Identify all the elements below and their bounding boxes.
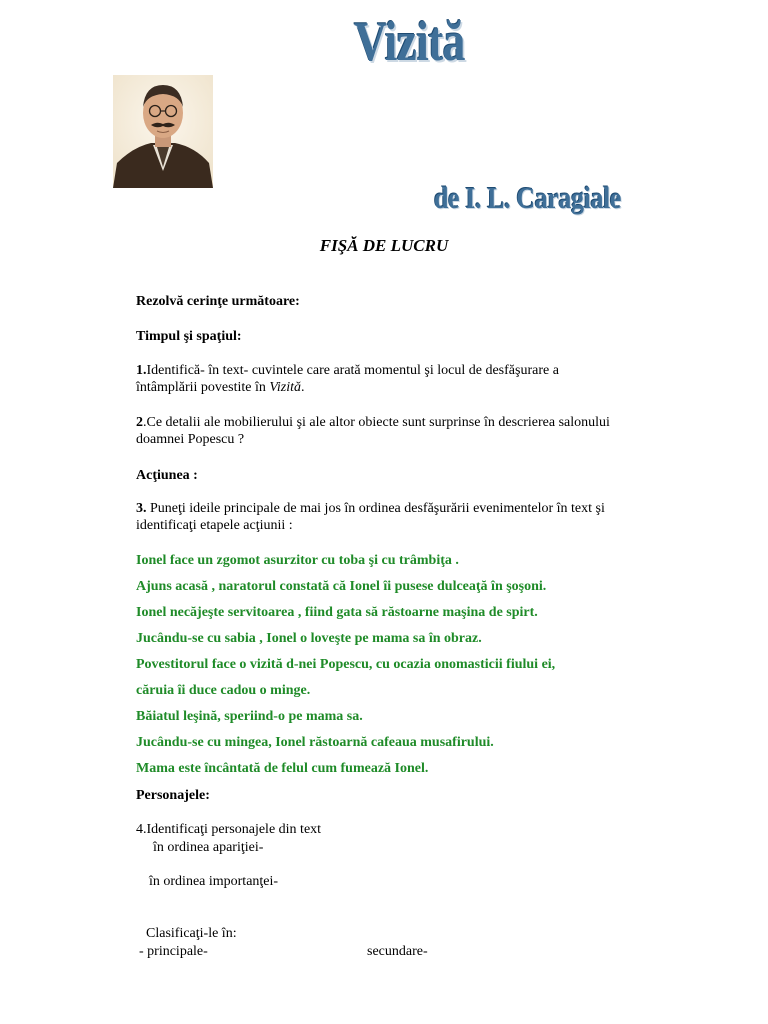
author-portrait — [113, 75, 213, 188]
event-item: Povestitorul face o vizită d-nei Popescu, cu ocazia onomasticii fiului ei, — [136, 657, 556, 672]
question-1-period: . — [301, 380, 305, 395]
section-characters: Personajele: — [136, 788, 210, 803]
event-item: Ionel face un zgomot asurzitor cu toba şi cu trâmbiţa . — [136, 553, 459, 568]
question-4-text: 4.Identificaţi personajele din text — [136, 822, 322, 837]
question-1-text: Identifică- în text- cuvintele care arată momentul şi locul de desfăşurare a — [146, 363, 559, 378]
worksheet-heading: FIŞĂ DE LUCRU — [319, 236, 449, 255]
question-3-text: Puneţi ideile principale de mai jos în ordinea desfăşurării evenimentelor în text şi — [146, 501, 605, 516]
question-1-number: 1. — [136, 363, 147, 378]
event-item: Băiatul leşină, speriind-o pe mama sa. — [136, 709, 363, 724]
document-title: Vizită — [354, 11, 465, 73]
portrait-image — [113, 75, 213, 188]
question-2 — [136, 414, 610, 448]
event-item: Jucându-se cu sabia , Ionel o loveşte pe mama sa în obraz. — [136, 631, 482, 646]
question-3-number: 3. — [136, 501, 147, 516]
order-importance-label: în ordinea importanţei- — [149, 874, 279, 889]
event-item: Ionel necăjeşte servitoarea , fiind gata să răstoarne maşina de spirt. — [136, 605, 538, 620]
author-byline: de I. L. Caragiale — [434, 180, 622, 215]
question-3-line-1 — [136, 500, 605, 517]
question-1-text-2: întâmplării povestite în — [136, 380, 270, 395]
question-1 — [136, 362, 559, 396]
classify-secondary-label: secundare- — [367, 944, 428, 959]
question-2-line-2: doamnei Popescu ? — [136, 432, 245, 447]
event-item: Ajuns acasă , naratorul constată că Ionel îi pusese dulceaţă în şoşoni. — [136, 579, 547, 594]
question-3-line-2: identificaţi etapele acţiunii : — [136, 518, 293, 533]
section-time-space: Timpul şi spaţiul: — [136, 329, 242, 344]
classify-main-label: - principale- — [139, 944, 208, 959]
instruction-text: Rezolvă cerinţe următoare: — [136, 294, 300, 309]
question-2-text: .Ce detalii ale mobilierului şi ale altor obiecte sunt surprinse în descrierea salonului — [143, 415, 610, 430]
question-2-number: 2 — [136, 415, 143, 430]
order-appearance-label: în ordinea apariţiei- — [153, 840, 264, 855]
event-item: Mama este încântată de felul cum fumează Ionel. — [136, 761, 429, 776]
question-1-line-1 — [136, 362, 559, 379]
event-item: Jucându-se cu mingea, Ionel răstoarnă cafeaua musafirului. — [136, 735, 494, 750]
classify-label: Clasificaţi-le în: — [146, 926, 237, 941]
story-title-italic: Vizită — [269, 380, 302, 395]
section-action: Acţiunea : — [136, 468, 198, 483]
question-2-line-1 — [136, 414, 610, 431]
question-3 — [136, 500, 605, 534]
question-1-line-2 — [136, 379, 559, 396]
event-item: căruia îi duce cadou o minge. — [136, 683, 311, 698]
